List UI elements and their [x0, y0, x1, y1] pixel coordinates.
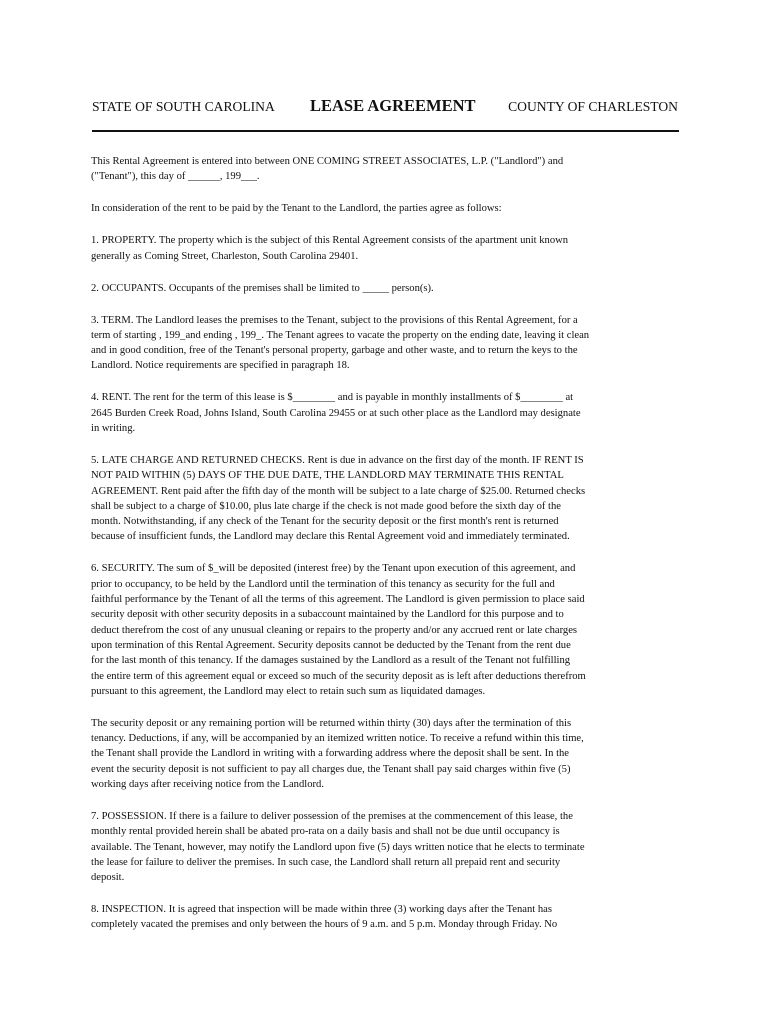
consideration-paragraph: In consideration of the rent to be paid by the Tenant to the Landlord, the parties agree as follows:: [91, 203, 502, 215]
property-clause: 1. PROPERTY. The property which is the subject of this Rental Agreement consists of the apartment unit known generally as Coming Street, Charleston, South Carolina 29401.: [91, 235, 569, 262]
header-divider: [92, 130, 679, 132]
document-title: LEASE AGREEMENT: [310, 96, 476, 115]
document-header: [92, 96, 678, 118]
agreement-body: [91, 154, 683, 949]
term-clause: 3. TERM. The Landlord leases the premises to the Tenant, subject to the provisions of this Rental Agreement, for a term of starting , 199_and ending , 199_. The Tenant agrees to vacate the property on the ending date, leaving it clean and in good condition, free of the Tenant's personal property, garbage and other waste, and to return the keys to the Landlord. Notice requirements are specified in paragraph 18.: [91, 314, 590, 372]
intro-paragraph: This Rental Agreement is entered into between ONE COMING STREET ASSOCIATES, L.P. ("Landlord") and ("Tenant"), this day of ______, 199___.: [91, 156, 564, 183]
security-return-paragraph: The security deposit or any remaining portion will be returned within thirty (30) days after the termination of this tenancy. Deductions, if any, will be accompanied by an itemized written notice. To receive a refund within this time, the Tenant shall provide the Landlord in writing with a forwarding address where the deposit shall be sent. In the event the security deposit is not sufficient to pay all charges due, the Tenant shall pay said charges within five (5) working days after receiving notice from the Landlord.: [91, 717, 584, 790]
security-clause: 6. SECURITY. The sum of $_will be deposited (interest free) by the Tenant upon execution of this agreement, and prior to occupancy, to be held by the Landlord until the termination of this tenancy as security for the full and faithful performance by the Tenant of all the terms of this agreement. The Landlord is given permission to place said security deposit with other security deposits in a subaccount maintained by the Landlord for this purpose and to deduct therefrom the cost of any unusual cleaning or repairs to the property and/or any accrued rent or late charges upon termination of this Rental Agreement. Security deposits cannot be deducted by the Tenant from the rent due for the last month of this tenancy. If the damages sustained by the Landlord as a result of the Tenant not fulfilling the entire term of this agreement equal or exceed so much of the security deposit as is left after deductions therefrom pursuant to this agreement, the Landlord may elect to retain such sum as liquidated damages.: [91, 563, 586, 697]
late-charge-clause: 5. LATE CHARGE AND RETURNED CHECKS. Rent is due in advance on the first day of the month. IF RENT IS NOT PAID WITHIN (5) DAYS OF THE DUE DATE, THE LANDLORD MAY TERMINATE THIS RENTAL AGREEMENT. Rent paid after the fifth day of the month will be subject to a late charge of $25.00. Returned checks shall be subject to a charge of $10.00, plus late charge if the check is not made good before the sixth day of the month. Notwithstanding, if any check of the Tenant for the security deposit or the first month's rent is returned because of insufficient funds, the Landlord may declare this Rental Agreement void and immediately terminated.: [91, 454, 586, 543]
rent-clause: 4. RENT. The rent for the term of this lease is $________ and is payable in monthly installments of $________ at 2645 Burden Creek Road, Johns Island, South Carolina 29455 or at such other place as the Landlord may designate in writing.: [91, 392, 581, 434]
county-label: COUNTY OF CHARLESTON: [508, 99, 678, 114]
occupants-clause: 2. OCCUPANTS. Occupants of the premises shall be limited to _____ person(s).: [91, 282, 434, 294]
state-label: STATE OF SOUTH CAROLINA: [92, 99, 275, 114]
inspection-clause: 8. INSPECTION. It is agreed that inspection will be made within three (3) working days after the Tenant has completely vacated the premises and only between the hours of 9 a.m. and 5 p.m. Monday through Friday. No: [91, 904, 558, 931]
possession-clause: 7. POSSESSION. If there is a failure to deliver possession of the premises at the commencement of this lease, the monthly rental provided herein shall be abated pro-rata on a daily basis and shall not be due until occupancy is available. The Tenant, however, may notify the Landlord upon five (5) days written notice that he elects to terminate the lease for failure to deliver the premises. In such case, the Landlord shall return all prepaid rent and security deposit.: [91, 810, 585, 884]
